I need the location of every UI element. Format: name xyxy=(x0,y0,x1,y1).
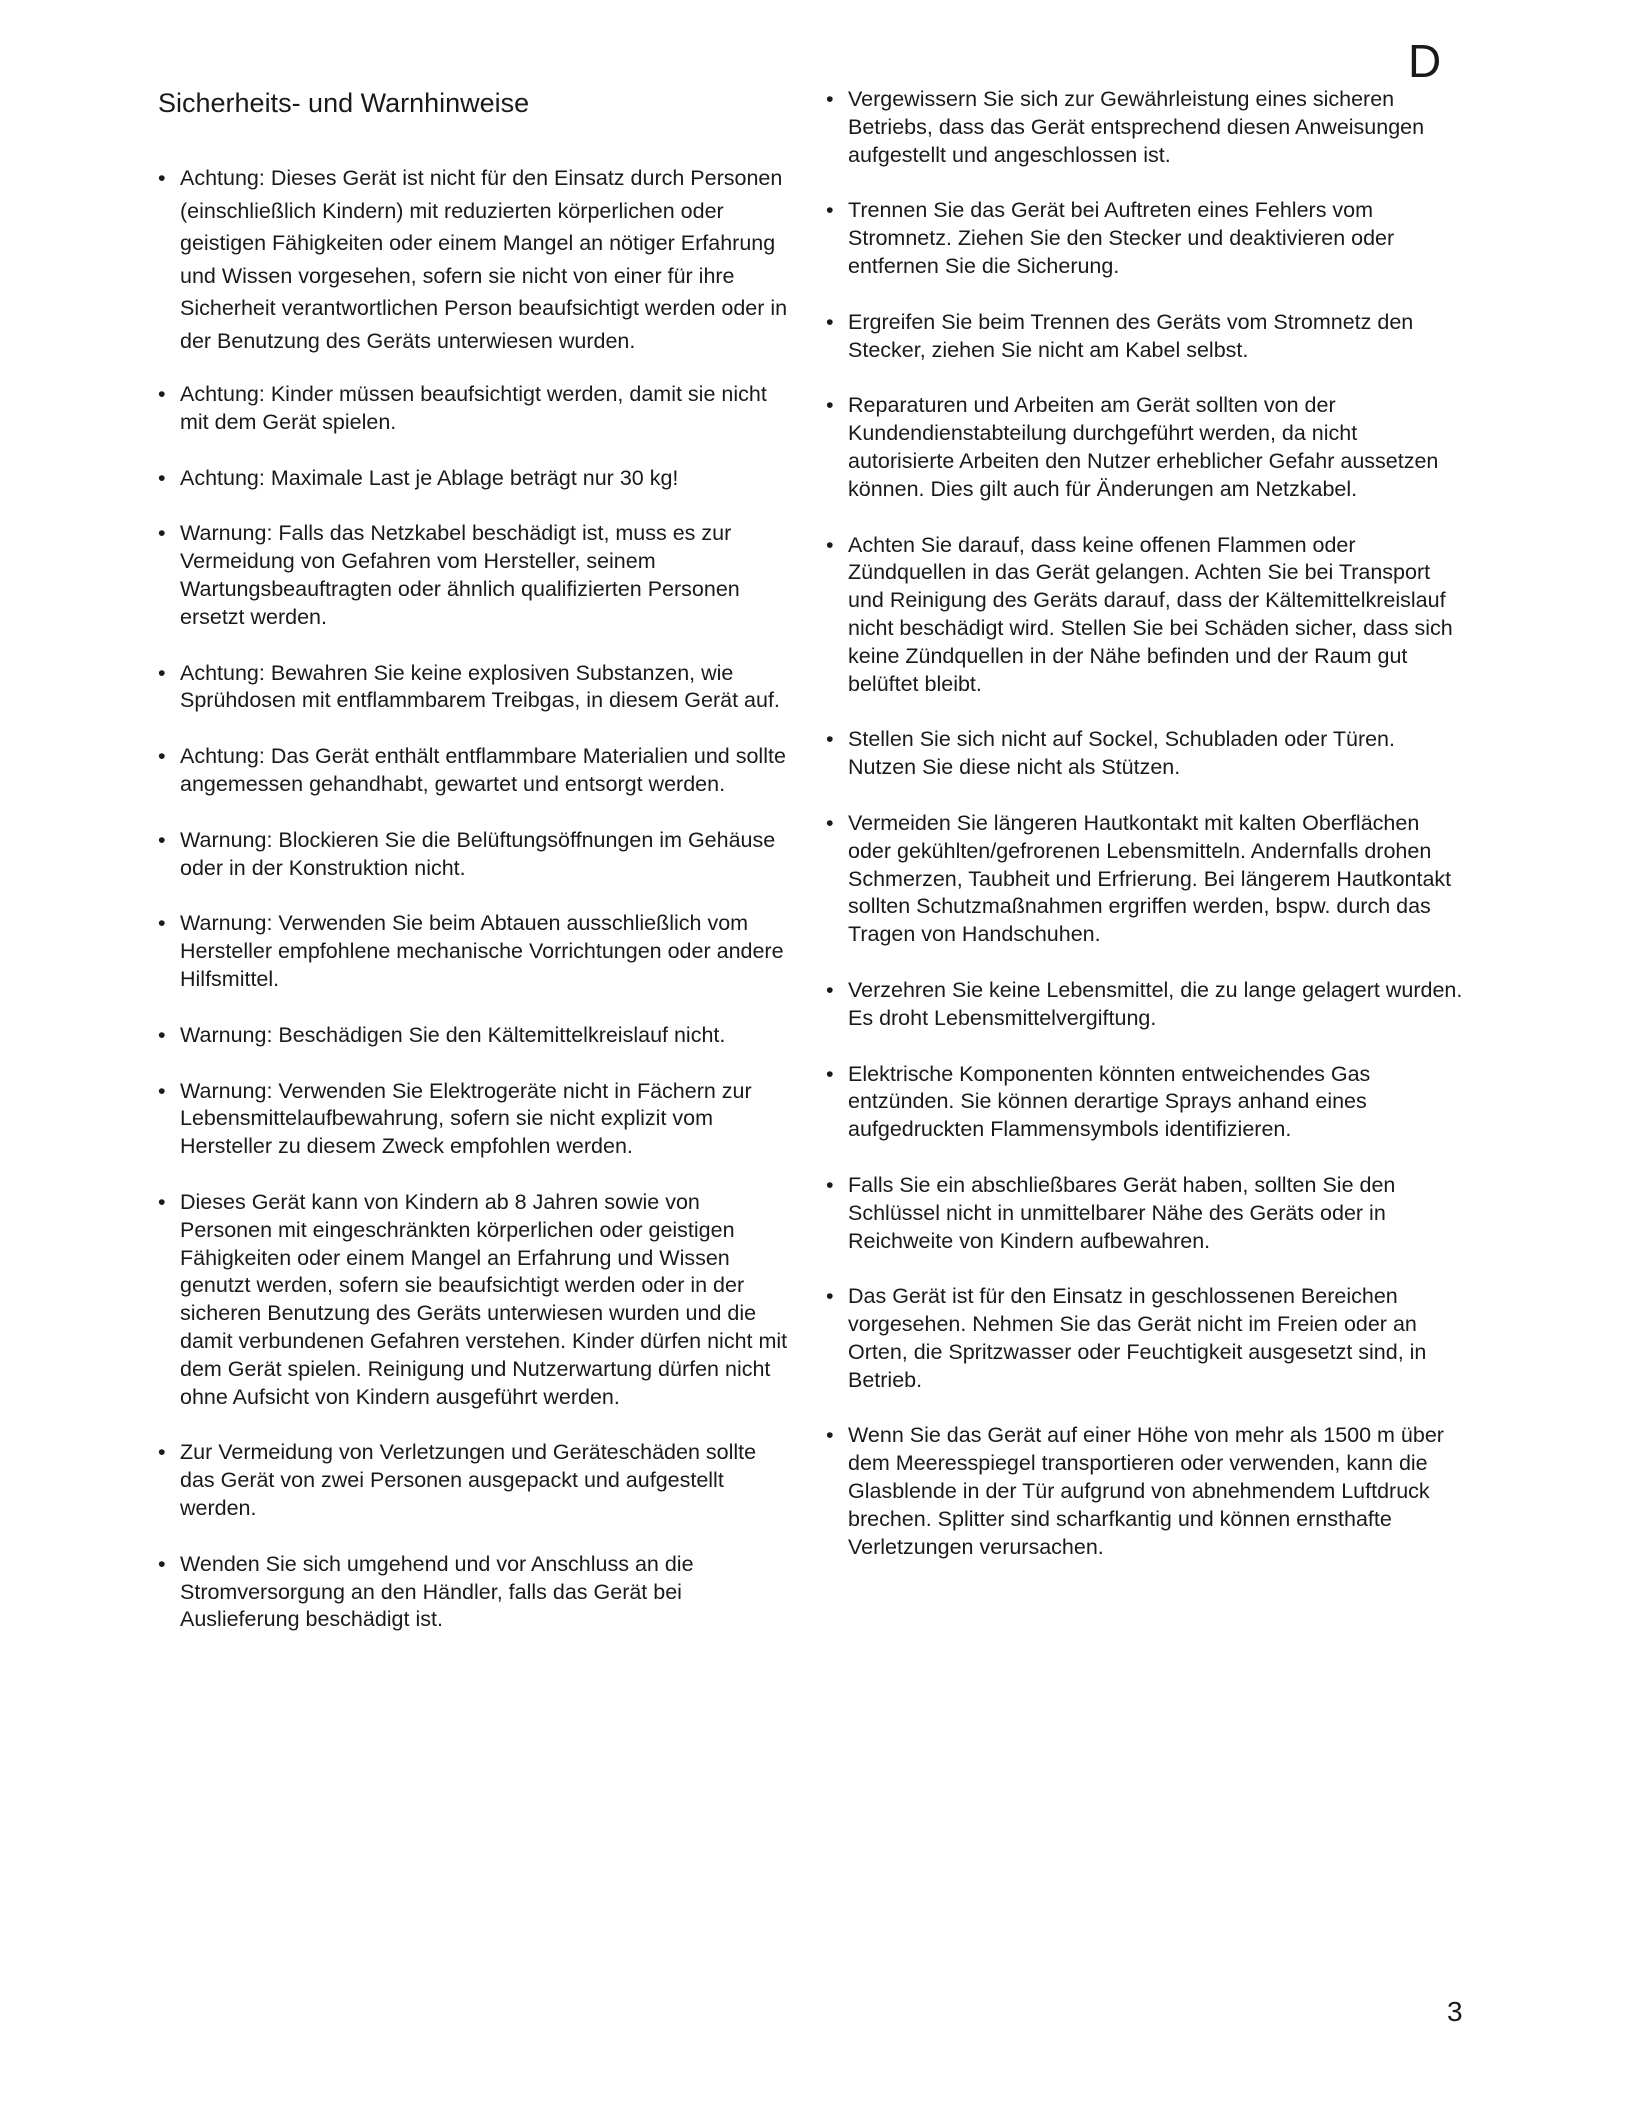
list-item xyxy=(158,381,788,437)
item-text: Wenden Sie sich umgehend und vor Anschluss an die Stromversorgung an den Händler, falls das Gerät bei Auslieferung beschädigt ist. xyxy=(180,1551,694,1632)
list-item xyxy=(826,1283,1466,1394)
list-item xyxy=(826,197,1466,280)
list-item xyxy=(158,827,788,883)
item-text: Vermeiden Sie längeren Hautkontakt mit kalten Oberflächen oder gekühlten/gefrorenen Lebensmitteln. Andernfalls drohen Schmerzen, Taubheit und Erfrierung. Bei längerem Hautkontakt sollten Schutzmaßnahmen ergriffen werden, bspw. durch das Tragen von Handschuhen. xyxy=(848,810,1452,947)
language-marker: D xyxy=(1408,35,1442,87)
item-text: Zur Vermeidung von Verletzungen und Geräteschäden sollte das Gerät von zwei Personen ausgepackt und aufgestellt werden. xyxy=(180,1440,757,1520)
list-item xyxy=(158,910,788,993)
list-item xyxy=(826,1422,1466,1561)
bullet: • xyxy=(826,87,834,111)
list-item xyxy=(826,392,1466,503)
section-title: Sicherheits- und Warnhinweise xyxy=(158,88,530,118)
item-text: Verzehren Sie keine Lebensmittel, die zu lange gelagert wurden. Es droht Lebensmittelvergiftung. xyxy=(848,977,1463,1030)
bullet: • xyxy=(158,382,166,406)
list-item xyxy=(826,309,1466,365)
right-column xyxy=(826,86,1466,1589)
item-text: Achtung: Maximale Last je Ablage beträgt nur 30 kg! xyxy=(180,465,679,490)
bullet: • xyxy=(158,911,166,936)
item-text: Achtung: Kinder müssen beaufsichtigt werden, damit sie nicht mit dem Gerät spielen. xyxy=(180,382,767,434)
bullet: • xyxy=(826,393,834,418)
list-item xyxy=(158,743,788,799)
list-item xyxy=(158,465,788,493)
item-text: Warnung: Verwenden Sie Elektrogeräte nicht in Fächern zur Lebensmittelaufbewahrung, sofern sie nicht explizit vom Hersteller zu diesem Zweck empfohlen werden. xyxy=(180,1078,752,1159)
bullet: • xyxy=(158,1189,166,1214)
item-text: Falls Sie ein abschließbares Gerät haben, sollten Sie den Schlüssel nicht in unmittelbarer Nähe des Geräts oder in Reichweite von Kindern aufbewahren. xyxy=(848,1172,1396,1253)
list-item xyxy=(158,660,788,716)
item-text: Achtung: Bewahren Sie keine explosiven Substanzen, wie Sprühdosen mit entflammbarem Treibgas, in diesem Gerät auf. xyxy=(180,660,780,713)
item-text: Ergreifen Sie beim Trennen des Geräts vom Stromnetz den Stecker, ziehen Sie nicht am Kabel selbst. xyxy=(848,309,1414,362)
item-text: Elektrische Komponenten könnten entweichendes Gas entzünden. Sie können derartige Sprays anhand eines aufgedruckten Flammensymbols identifizieren. xyxy=(848,1061,1371,1142)
item-text: Warnung: Verwenden Sie beim Abtauen ausschließlich vom Hersteller empfohlene mechanische Vorrichtungen oder andere Hilfsmittel. xyxy=(180,911,784,991)
bullet: • xyxy=(826,1061,834,1086)
bullet: • xyxy=(158,827,166,852)
bullet: • xyxy=(158,1551,166,1576)
item-text: Achtung: Dieses Gerät ist nicht für den Einsatz durch Personen (einschließlich Kindern) mit reduzierten körperlichen oder geistigen Fähigkeiten oder einem Mangel an nötiger Erfahrung und Wissen vorgesehen, sofern sie nicht von einer für ihre Sicherheit verantwortlichen Person beaufsichtigt werden oder in der Benutzung des Geräts unterwiesen wurden. xyxy=(180,166,788,353)
list-item xyxy=(158,162,788,357)
item-text: Achten Sie darauf, dass keine offenen Flammen oder Zündquellen in das Gerät gelangen. Achten Sie bei Transport und Reinigung des Geräts darauf, dass der Kältemittelkreislauf nicht beschädigt wird. Stellen Sie bei Schäden sicher, dass sich keine Zündquellen in der Nähe befinden und der Raum gut belüftet bleibt. xyxy=(848,532,1453,696)
list-item xyxy=(826,1172,1466,1255)
bullet: • xyxy=(158,465,166,490)
list-item xyxy=(158,1022,788,1050)
bullet: • xyxy=(826,309,834,334)
list-item xyxy=(826,810,1466,949)
item-text: Warnung: Falls das Netzkabel beschädigt ist, muss es zur Vermeidung von Gefahren vom Hersteller, seinem Wartungsbeauftragten oder ähnlich qualifizierten Personen ersetzt werden. xyxy=(180,521,740,629)
left-column xyxy=(158,86,788,1662)
right-warning-list xyxy=(826,86,1466,1561)
list-item xyxy=(158,1189,788,1411)
bullet: • xyxy=(158,1022,166,1047)
item-text: Warnung: Blockieren Sie die Belüftungsöffnungen im Gehäuse oder in der Konstruktion nicht. xyxy=(180,827,776,880)
bullet: • xyxy=(826,1423,834,1448)
bullet: • xyxy=(158,1078,166,1103)
list-item xyxy=(826,977,1466,1033)
item-text: Wenn Sie das Gerät auf einer Höhe von mehr als 1500 m über dem Meeresspiegel transportieren oder verwenden, kann die Glasblende in der Tür aufgrund von abnehmendem Luftdruck brechen. Splitter sind scharfkantig und können ernsthafte Verletzungen verursachen. xyxy=(848,1423,1444,1559)
item-text: Vergewissern Sie sich zur Gewährleistung eines sicheren Betriebs, dass das Gerät entsprechend diesen Anweisungen aufgestellt und angeschlossen ist. xyxy=(848,87,1425,167)
bullet: • xyxy=(826,727,834,752)
list-item xyxy=(826,1061,1466,1144)
list-item xyxy=(158,1551,788,1634)
list-item xyxy=(158,1439,788,1522)
item-text: Achtung: Das Gerät enthält entflammbare Materialien und sollte angemessen gehandhabt, gewartet und entsorgt werden. xyxy=(180,744,786,796)
list-item xyxy=(826,86,1466,169)
bullet: • xyxy=(158,744,166,769)
left-warning-list xyxy=(158,162,788,1634)
bullet: • xyxy=(826,198,834,223)
list-item xyxy=(826,726,1466,782)
page-number: 3 xyxy=(1447,1996,1463,2027)
item-text: Trennen Sie das Gerät bei Auftreten eines Fehlers vom Stromnetz. Ziehen Sie den Stecker und deaktivieren oder entfernen Sie die Sicherung. xyxy=(848,198,1395,278)
bullet: • xyxy=(158,521,166,546)
item-text: Dieses Gerät kann von Kindern ab 8 Jahren sowie von Personen mit eingeschränkten körperlichen oder geistigen Fähigkeiten oder einem Mangel an Erfahrung und Wissen genutzt werden, sofern sie beaufsichtigt werden oder in der sicheren Benutzung des Geräts unterwiesen wurden und die damit verbundenen Gefahren verstehen. Kinder dürfen nicht mit dem Gerät spielen. Reinigung und Nutzerwartung dürfen nicht ohne Aufsicht von Kindern ausgeführt werden. xyxy=(180,1189,788,1409)
item-text: Reparaturen und Arbeiten am Gerät sollten von der Kundendienstabteilung durchgeführt werden, da nicht autorisierte Arbeiten den Nutzer erheblicher Gefahr aussetzen können. Dies gilt auch für Änderungen am Netzkabel. xyxy=(848,393,1439,501)
list-item xyxy=(158,520,788,631)
item-text: Das Gerät ist für den Einsatz in geschlossenen Bereichen vorgesehen. Nehmen Sie das Gerät nicht im Freien oder an Orten, die Spritzwasser oder Feuchtigkeit ausgesetzt sind, in Betrieb. xyxy=(848,1284,1427,1392)
bullet: • xyxy=(158,166,166,190)
item-text: Stellen Sie sich nicht auf Sockel, Schubladen oder Türen. Nutzen Sie diese nicht als Stützen. xyxy=(848,727,1395,780)
bullet: • xyxy=(826,1172,834,1197)
list-item xyxy=(158,1078,788,1161)
item-text: Warnung: Beschädigen Sie den Kältemittelkreislauf nicht. xyxy=(180,1022,726,1047)
bullet: • xyxy=(158,1440,166,1465)
bullet: • xyxy=(826,977,834,1002)
list-item xyxy=(826,532,1466,699)
bullet: • xyxy=(826,810,834,835)
bullet: • xyxy=(826,532,834,557)
bullet: • xyxy=(826,1284,834,1309)
bullet: • xyxy=(158,660,166,685)
